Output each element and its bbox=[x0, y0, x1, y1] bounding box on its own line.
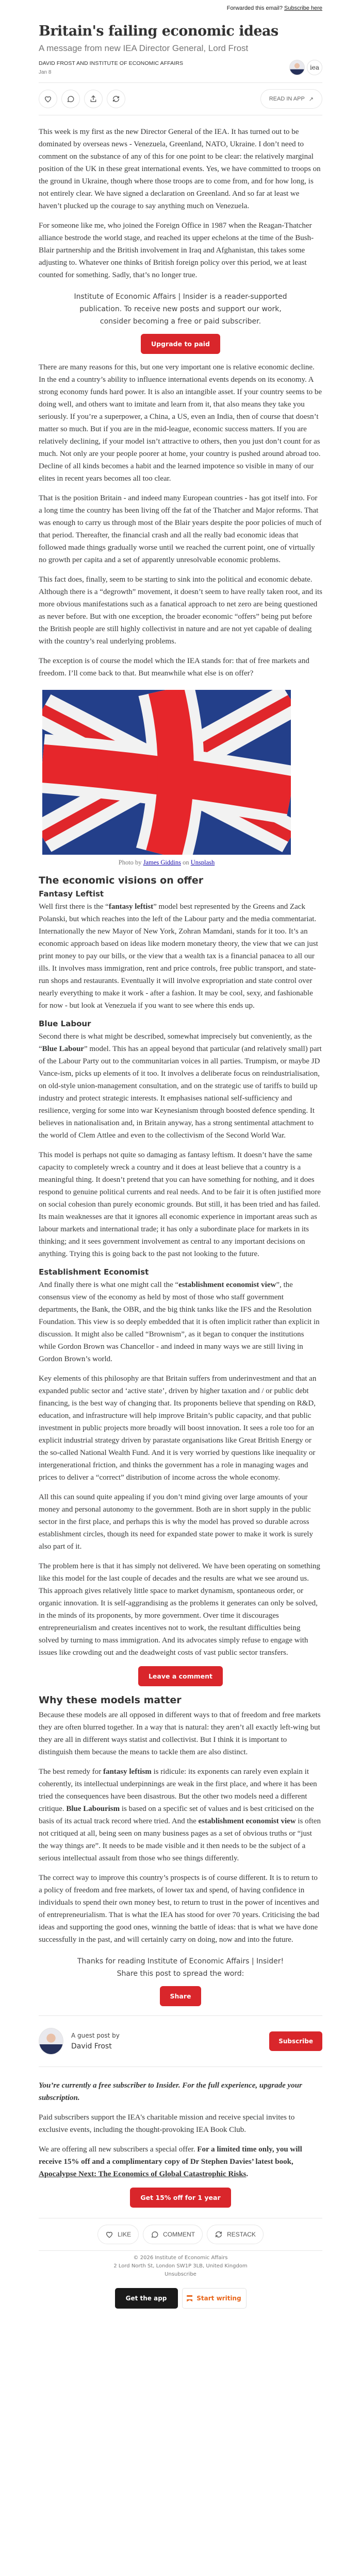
text-run: This model is perhaps not quite so damaging as fantasy leftism. It doesn’t have the same capacity to completely wreck a country and it does at least believe that a country is a meaningful thing. It doesn’t pretend that you can have something for nothing, and it does respond to genuine political currents and real needs. And to be fair it is often justified more on social cohesion than purely economic grounds. But still, it has been tried and has failed. Its main weaknesses are that it ignores all economic experience in important areas such as labour markets and international trade; it has only a subordinate place for markets in its thinking; and it sees government involvement as central to any important decisions on anything. Trying this is going back to the past not looking to the future. bbox=[39, 1151, 321, 1258]
subscribe-here-link[interactable]: Subscribe here bbox=[284, 5, 322, 11]
subsection-heading: Establishment Economist bbox=[39, 1267, 149, 1277]
like-button[interactable] bbox=[39, 90, 57, 108]
start-writing-label: Start writing bbox=[196, 2295, 241, 2302]
button-row bbox=[39, 1666, 322, 1686]
upgrade-to-paid-button[interactable]: Upgrade to paid bbox=[141, 334, 220, 354]
paragraph bbox=[39, 1279, 322, 1365]
text-run: For someone like me, who joined the Foreign Office in 1987 when the Reagan-Thatcher alliance bestrode the world stage, and reached its upper echelons at the time of the Bush-Blair partnership and the British involvement in Iraq and Afghanistan, this takes some adjusting to. Whatever one thinks of British foreign policy over this period, we at least counted for something. Sadly, that’s no longer true. bbox=[39, 222, 314, 279]
address: 2 Lord North St, London SW1P 3LB, United Kingdom bbox=[113, 2263, 248, 2269]
paragraph bbox=[39, 1709, 322, 1758]
copyright: © 2026 Institute of Economic Affairs bbox=[133, 2255, 228, 2261]
unsubscribe-link[interactable]: Unsubscribe bbox=[165, 2272, 196, 2277]
bold-text: establishment economist view bbox=[178, 1281, 276, 1289]
paragraph bbox=[39, 361, 322, 485]
paragraph bbox=[39, 219, 322, 281]
arrow-up-right-icon: ↗ bbox=[308, 96, 314, 103]
comment-icon bbox=[67, 95, 75, 103]
text-run: And finally there is what one might call the “ bbox=[39, 1281, 179, 1289]
leave-comment-button[interactable]: Leave a comment bbox=[138, 1666, 223, 1686]
section-heading: Why these models matter bbox=[39, 1694, 182, 1706]
paragraph bbox=[39, 1491, 322, 1553]
free-subscriber-notice bbox=[39, 2079, 322, 2104]
restack-icon bbox=[112, 95, 120, 103]
text-run: ” model best represented by the Greens and Zack Polanski, but which reaches into the left of the Labour party and the media commentariat. Internationally the new Mayor of New York, Zohran Mamdani, stands for it too. It’s an economic approach based on ideas like modern monetary theory, the view that we can just print money to pay our bills, or the view that a wealth tax is a financial panacea to all our ills. It involves mass immigration, rent and price controls, free public transport, and state-run shops and restaurants. Eventually it will involve expropriation and state control over nearly everything to make it work - after a fashion. It may be cool, sexy, and fashionable for now - but look at Venezuela if you want to see where this ends up. bbox=[39, 903, 318, 1010]
section-heading: The economic visions on offer bbox=[39, 875, 204, 886]
text-run: is based on a specific set of values and is best criticised on the basis of its actual track record where tried. And the bbox=[39, 1805, 314, 1825]
bookmark-stack-icon bbox=[187, 2295, 192, 2302]
image-caption bbox=[42, 859, 291, 867]
publication-logo[interactable]: iea bbox=[307, 60, 322, 75]
free-notice-text: You’re currently a free subscriber to Insider. For the full experience, upgrade your subscription. bbox=[39, 2081, 302, 2102]
text-run: Well first there is the “ bbox=[39, 903, 109, 911]
like-label: LIKE bbox=[118, 2231, 132, 2238]
text-run: The problem here is that it has simply not delivered. We have been operating on something like this model for the last couple of decades and the results are what we see around us. This approach gives relatively little space to market dynamism, spontaneous order, or organic innovation. It is self-aggrandising as the problems it generates can only be solved, in the minds of its proponents, by more government. Over time it discourages entrepreneurialism and creates incentives not to work, the resultant difficulties being solved by turning to mass immigration. And its advocates simply refuse to engage with issues like crowding out and the deadweight costs of vast public sector transfers. bbox=[39, 1562, 320, 1657]
get-discount-button[interactable]: Get 15% off for 1 year bbox=[130, 2188, 231, 2208]
bold-text: establishment economist view bbox=[198, 1817, 296, 1825]
footer-comment-button[interactable] bbox=[143, 2225, 203, 2244]
text-run: Second there is what might be described, somewhat imprecisely but conveniently, as the “ bbox=[39, 1032, 312, 1053]
caption-text: Photo by bbox=[118, 859, 142, 866]
paragraph bbox=[39, 1872, 322, 1946]
text-run: All this can sound quite appealing if you don’t mind giving over large amounts of your money and personal autonomy to the government. Both are in short supply in the public sector in the first place, and perhaps this is why the model has proved so durable across establishment circles, though its need for expanded state power to make it work is surely also part of it. bbox=[39, 1493, 313, 1551]
text-run: Because these models are all opposed in different ways to that of freedom and free markets they are often blurred together. In a way that is natural: they aren’t all exactly left-wing but they are all in different ways statist and collectivist. But I think it is important to distinguish them because the means to tackle them are also distinct. bbox=[39, 1711, 321, 1756]
paragraph bbox=[39, 1149, 322, 1260]
forwarded-text: Forwarded this email? bbox=[226, 5, 283, 11]
button-row bbox=[39, 334, 322, 354]
subsection-heading: Fantasy Leftist bbox=[39, 889, 104, 899]
post-date: Jan 8 bbox=[39, 69, 52, 75]
author-box bbox=[39, 2015, 322, 2067]
footer-restack-button[interactable] bbox=[207, 2225, 264, 2244]
caption-text: on bbox=[183, 859, 189, 866]
post-action-bar bbox=[39, 82, 322, 115]
heart-icon bbox=[44, 95, 52, 103]
paragraph bbox=[39, 1766, 322, 1865]
book-link[interactable]: Apocalypse Next: The Economics of Global Catastrophic Risks bbox=[39, 2170, 247, 2178]
footer-like-button[interactable] bbox=[97, 2225, 139, 2244]
text-run: is often not critiqued at all, being seen on many business pages as a set of obvious truths or “just the way things are”. It needs to be made visible and it then needs to be the subject of a serious intellectual assault from those who see things differently. bbox=[39, 1817, 321, 1862]
paragraph bbox=[39, 492, 322, 566]
copyright-block bbox=[39, 2254, 322, 2279]
bold-text: Blue Labourism bbox=[66, 1805, 120, 1813]
text-run: This week is my first as the new Director General of the IEA. It has turned out to be dominated by overseas news - Venezuela, Greenland, NATO, Ukraine. I don’t need to comment on the substance of any of this for one point to be clear: the relatively marginal position of the UK in these great international events. Yes, we have committed to troops on the ground in Ukraine, though where those troops are to come from, and for how long, is not entirely clear. We have signed a declaration on Greenland. And so far at least we haven’t plucked up the courage to say anything much on Venezuela. bbox=[39, 128, 321, 210]
figure bbox=[42, 690, 291, 867]
read-in-app-button[interactable] bbox=[260, 89, 322, 109]
share-button[interactable]: Share bbox=[160, 1986, 202, 2006]
author-avatars bbox=[289, 60, 322, 75]
union-jack-photo[interactable] bbox=[42, 690, 291, 855]
text-run: This fact does, finally, seem to be starting to sink into the political and economic debate. Although there is a “degrowth” movement, it doesn’t seem to have really taken root, and its more obvious manifestations such as a fanatical approach to net zero are being questioned as never before. But with one exception, the broader economic “offers” being put before the British people are still highly collectivist in nature and are not yet capable of dealing with the country’s real underlying problems. bbox=[39, 575, 322, 646]
subsection-heading: Blue Labour bbox=[39, 1019, 91, 1028]
text-run: The best remedy for bbox=[39, 1768, 103, 1776]
post-title: Britain's failing economic ideas bbox=[39, 23, 278, 39]
restack-button[interactable] bbox=[107, 90, 125, 108]
paragraph bbox=[39, 1560, 322, 1659]
author-name[interactable]: David Frost bbox=[71, 2042, 112, 2050]
read-in-app-label: READ IN APP bbox=[269, 96, 305, 102]
text-run: is ridicule: its exponents can rarely even explain it coherently, its intellectual underpinnings are weak in the first place, and where it has been tried the consequences have been disastrous. But the other two models need a different critique. bbox=[39, 1768, 317, 1813]
paragraph bbox=[39, 1372, 322, 1484]
forwarded-notice bbox=[39, 5, 322, 14]
paragraph bbox=[39, 573, 322, 648]
get-the-app-button[interactable]: Get the app bbox=[115, 2288, 178, 2309]
text-run: The correct way to improve this country’s prospects is of course different. It is to return to a policy of freedom and free markets, of lower tax and spend, of having confidence in individuals to spend their own money best, to return to trust in the power of incentives and of entrepreneurialism. That is what the IEA has stood for over 70 years. Criticising the bad ideas and supporting the good ones, winning the battle of ideas: that is what we have done successfully in the past, and will certainly carry on doing, now and into the future. bbox=[39, 1874, 320, 1944]
text-run: There are many reasons for this, but one very important one is relative economic decline. In the end a country’s ability to influence international events depends on its economy. A strong economy funds hard power. It is also an intangible asset. If your country seems to be doing well, and others want to imitate and learn from it, that also means they take you seriously. If you’re a superpower, a China, a US, even an India, then of course that doesn’t matter so much. But if you are in the mid-league, economic success matters. If you are relatively declining, if your model isn’t attractive to others, then you just don’t count for as much. Not only are your people poorer at home, your country is pushed around abroad too. Decline of all kinds becomes a habit and the learned impotence so visible in many of our elites in recent years becomes all too clear. bbox=[39, 363, 322, 483]
offer-intro: We are offering all new subscribers a special offer. bbox=[39, 2145, 198, 2154]
text-run: Key elements of this philosophy are that Britain suffers from underinvestment and that an expanded public sector and ‘active state’, driven by higher taxation and / or public debt financing, is the best way of changing that. Its proponents believe that spending on R&D, education, and infrastructure will help improve Britain’s public capacity, and that public investment in public projects more broadly will boost innovation. It sees a role too for an explicit industrial strategy driven by parastate organisations like Great British Energy or the so-called National Wealth Fund. And it is very worried by questions like inequality or intergenerational friction, and thinks the government has a role in managing wages and prices to deliver a “correct” distribution of income across the whole economy. bbox=[39, 1375, 317, 1482]
comment-icon bbox=[151, 2230, 159, 2239]
post-subtitle: A message from new IEA Director General, Lord Frost bbox=[39, 43, 249, 53]
comment-label: COMMENT bbox=[163, 2231, 195, 2238]
email-page bbox=[39, 0, 322, 2315]
text-run: That is the position Britain - and indeed many European countries - has got itself into. For a long time the country has been living off the fat of the Thatcher and Major reforms. That was enough to carry us through most of the Blair years despite the poor policies of much of that period. Thereafter, the financial crash and all the really bad economic ideas that followed made things gradually worse until we reached the current point, one of virtually no growth per capita and a set of apparently unresolvable economic problems. bbox=[39, 494, 322, 564]
button-row bbox=[39, 1986, 322, 2006]
paragraph bbox=[39, 1030, 322, 1142]
bold-text: Blue Labour bbox=[42, 1045, 84, 1053]
subscribe-button[interactable]: Subscribe bbox=[269, 2031, 322, 2051]
special-offer-text bbox=[39, 2143, 322, 2180]
unsplash-link[interactable]: Unsplash bbox=[190, 859, 215, 866]
share-icon bbox=[89, 95, 97, 103]
bold-text: fantasy leftist bbox=[108, 903, 154, 911]
restack-label: RESTACK bbox=[227, 2231, 256, 2238]
restack-icon bbox=[215, 2230, 223, 2239]
article-body bbox=[39, 126, 322, 2006]
share-icon-button[interactable] bbox=[84, 90, 103, 108]
start-writing-button[interactable] bbox=[182, 2288, 247, 2309]
comment-button[interactable] bbox=[61, 90, 80, 108]
author-avatar[interactable] bbox=[289, 60, 305, 75]
subscribe-prompt: Institute of Economic Affairs | Insider is a reader-supported publication. To receive new posts and support our work, consider becoming a free or paid subscriber. bbox=[74, 293, 287, 326]
byline[interactable]: DAVID FROST AND INSTITUTE OF ECONOMIC AFFAIRS bbox=[39, 60, 184, 66]
paragraph bbox=[39, 655, 322, 680]
app-buttons bbox=[39, 2288, 322, 2309]
text-run: The exception is of course the model which the IEA stands for: that of free markets and freedom. I’ll come back to that. But meanwhile what else is on offer? bbox=[39, 657, 309, 677]
photographer-link[interactable]: James Giddins bbox=[143, 859, 181, 866]
paid-info-text: Paid subscribers support the IEA's charitable mission and receive special invites to exclusive events, including the thought-provoking IEA Book Club. bbox=[39, 2113, 295, 2134]
paragraph bbox=[39, 901, 322, 1012]
post-meta bbox=[39, 60, 322, 75]
bold-text: fantasy leftism bbox=[103, 1768, 152, 1776]
subscription-footer bbox=[39, 2079, 322, 2208]
author-photo[interactable] bbox=[39, 2028, 63, 2055]
offer-end: . bbox=[246, 2170, 249, 2178]
paragraph bbox=[39, 126, 322, 212]
subscribe-prompt: Thanks for reading Institute of Economic Affairs | Insider! Share this post to spread the word: bbox=[77, 1957, 284, 1978]
offer-bold: For a limited time only, you will receive 15% off and a complimentary copy of Dr Stephen Davies’ latest book, bbox=[39, 2145, 302, 2166]
heart-icon bbox=[105, 2230, 113, 2239]
guest-post-label: A guest post by bbox=[71, 2032, 120, 2039]
text-run: ” model. This has an appeal beyond that particular (and relatively small) part of the Labour Party out to the communitarian voices in all parties. Trumpism, or maybe JD Vance-ism, picks up elements of it too. It involves a deliberate focus on reindustrialisation, on old-style union-management consultation, and on the strategic use of tariffs to build up industry and protect strategic interests. It emphasises national self-sufficiency and resilience, verging for some into war Keynesianism through boosted defence spending. It believes in nationalisation and, in Britain anyway, has a strong sentimental attachment to the world of Clem Attlee and even to the collectivism of the Second World War. bbox=[39, 1045, 322, 1140]
text-run: ”, the consensus view of the economy as held by most of those who staff government departments, the Bank, the OBR, and the big think tanks like the IFS and the Resolution Foundation. This view is so deeply embedded that it is often implicit rather than explicit in discussion. It might also be called “Brownism”, as it began to conquer the institutions while Gordon Brown was Chancellor - and indeed in many ways we are still living in Gordon Brown’s world. bbox=[39, 1281, 320, 1363]
footer-actions bbox=[39, 2218, 322, 2251]
